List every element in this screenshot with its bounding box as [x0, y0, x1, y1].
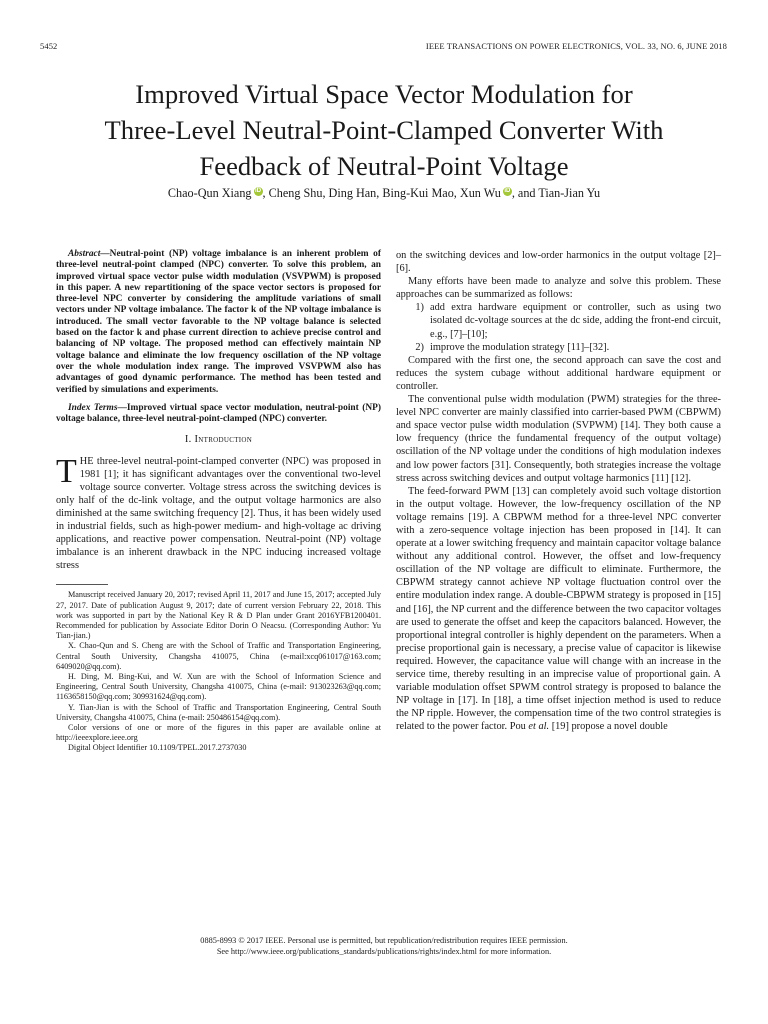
- copyright-line-1: 0885-8993 © 2017 IEEE. Personal use is permitted, but republication/redistribution requires IEEE permission.: [200, 936, 568, 945]
- left-column: [56, 249, 381, 754]
- index-terms-text: —Improved virtual space vector modulation, neutral-point (NP) voltage balance, three-level neutral-point-clamped (NPC) converter.: [56, 402, 381, 425]
- title-line-3: Feedback of Neutral-Point Voltage: [199, 151, 569, 181]
- footnote-affiliation-1: X. Chao-Qun and S. Cheng are with the School of Traffic and Transportation Engineering, Central South University, Changsha 410075, China (e-mail:xcq061017@163.com; 6409020@qq.com).: [56, 641, 381, 671]
- list-number: 2): [415, 341, 424, 353]
- list-item: [396, 301, 721, 340]
- title-line-2: Three-Level Neutral-Point-Clamped Converter With: [104, 115, 664, 145]
- approach-list: [396, 301, 721, 353]
- authors-middle: , Cheng Shu, Ding Han, Bing-Kui Mao, Xun Wu: [262, 186, 501, 200]
- copyright-line-2[interactable]: See http://www.ieee.org/publications_standards/publications/rights/index.html for more information.: [216, 947, 552, 956]
- dropcap: T: [56, 452, 77, 490]
- index-terms: [56, 403, 381, 426]
- et-al: et al.: [528, 721, 550, 733]
- abstract-label: Abstract: [68, 249, 101, 259]
- paragraph-feedforward: [396, 485, 721, 734]
- authors-last: , and Tian-Jian Yu: [511, 186, 601, 200]
- footnote-doi: Digital Object Identifier 10.1109/TPEL.2017.2737030: [68, 743, 247, 753]
- list-item: [396, 341, 721, 354]
- feedforward-tail: [19] propose a novel double: [549, 721, 668, 733]
- author-1: Chao-Qun Xiang: [167, 186, 252, 200]
- footnote-affiliation-2: H. Ding, M. Bing-Kui, and W. Xun are with the School of Information Science and Engineering, Central South University, Changsha 410075, China (e-mail: 913023263@qq.com; 1163658150@qq.com; 309931624@qq.com).: [56, 672, 381, 702]
- paragraph-approaches: Many efforts have been made to analyze and solve this problem. These approaches can be summarized as follows:: [396, 276, 721, 301]
- title-line-1: Improved Virtual Space Vector Modulation for: [135, 79, 633, 109]
- abstract-text: —Neutral-point (NP) voltage imbalance is an inherent problem of three-level neutral-point clamped (NPC) converter. To solve this problem, an improved virtual space vector pulse width modulation (VSVPWM) is proposed in this paper. A new repartitioning of the space vector sectors is proposed for three-level NPC converter by considering the amplitude variations of small vectors under NP voltage imbalance. The factor k of the NP voltage imbalance is introduced. The small vector favorable to the NP voltage balance is selected based on the factor k and phase current direction to achieve precise control and balancing of NP voltage. The proposed method can effectively maintain NP voltage balance and eliminate the low frequency oscillation of the NP voltage over the whole modulation index range. The improved VSVPWM also has advantages of good dynamic performance. The method has been tested and verified by simulations and experiments.: [56, 249, 381, 395]
- paper-title: [0, 76, 768, 184]
- paragraph-continuation: on the switching devices and low-order harmonics in the output voltage [2]–[6].: [396, 250, 721, 275]
- footnote-rule: [56, 584, 108, 585]
- feedforward-text: The feed-forward PWM [13] can completely avoid such voltage distortion in the output voltage. However, the low-frequency oscillation of the NP voltage remains [19]. A CBPWM method for a three-level NPC converter with a zero-sequence voltage injection has been proposed in [14]. It can operate at a lower switching frequency and maintain capacitor voltage balance without any additional control. However, the offset and low-frequency oscillation of the NP voltage are difficult to eliminate. Furthermore, the CBPWM strategy cannot achieve NP voltage fluctuation control over the entire modulation index range. A double-CBPWM strategy is proposed in [15] and [16], the NP current and the difference between the two capacitor voltages are used to generate the offset and keep the capacitors balanced. However, the proportional integral controller is highly dependent on the parameters. When a precise proportional gain is necessary, a precise value of capacitor is likewise required. However, the capacitance value will change with an increase in the service time, thereby resulting in an imprecise value of proportional gain. A variable modulation offset SPWM control strategy is proposed to balance the NP voltage in [17]. In [18], a time offset injection method is used to reduce the NP ripple. However, the compensation time of the two control strategies is related to the power factor. Pou: [396, 485, 721, 733]
- author-list: [0, 186, 768, 201]
- copyright-notice: [0, 935, 768, 957]
- paragraph-comparison: Compared with the first one, the second approach can save the cost and reduces the system cubage without additional hardware equipment or controller.: [396, 354, 721, 392]
- list-number: 1): [415, 302, 424, 314]
- abstract: [56, 249, 381, 396]
- intro-paragraph: [56, 452, 381, 573]
- footnote-manuscript: Manuscript received January 20, 2017; revised April 11, 2017 and June 15, 2017; accepted July 27, 2017. Date of publication August 9, 2017; date of current version February 22, 2018. This work was supported in part by the National Key R & D Plan under Grant 2016YFB1200401. Recommended for publication by Associate Editor Dorin O Neacsu. (Corresponding Author: Yu Tian-jian.): [56, 590, 381, 641]
- paragraph-pwm-strategies: The conventional pulse width modulation (PWM) strategies for the three-level NPC converter are mainly classified into carrier-based PWM (CBPWM) and space vector pulse width modulation (SVPWM) [14]. They both cause a low frequency (thrice the fundamental frequency of the output voltage) oscillation of the NP voltage under the conditions of high modulation indexes and low power factors [31]. Consequently, both strategies increase the voltage stress across switching devices and output voltage harmonics [11] [12].: [396, 394, 721, 484]
- footnotes: [56, 590, 381, 753]
- list-text: improve the modulation strategy [11]–[32].: [430, 341, 610, 353]
- list-text: add extra hardware equipment or controller, such as using two isolated dc-voltage sources at the dc side, adding the front-end circuit, e.g., [7]–[10];: [430, 302, 721, 340]
- journal-header: IEEE TRANSACTIONS ON POWER ELECTRONICS, VOL. 33, NO. 6, JUNE 2018: [425, 41, 727, 51]
- index-terms-label: Index Terms: [68, 402, 118, 413]
- footnote-color-versions: Color versions of one or more of the figures in this paper are available online at http://ieeexplore.ieee.org: [56, 723, 381, 743]
- page-number: 5452: [40, 41, 58, 51]
- orcid-icon[interactable]: iD: [504, 188, 511, 194]
- section-heading: I. Introduction: [184, 434, 253, 446]
- right-column: [396, 249, 721, 733]
- intro-text: HE three-level neutral-point-clamped converter (NPC) was proposed in 1981 [1]; it has significant advantages over the conventional two-level voltage source converter. Voltage stress across the switching devices is only half of the dc-link voltage, and the output voltage harmonics are also diminished at the same switching frequency [2]. Thus, it has been widely used in industrial fields, such as high-power medium- and high-voltage ac driving applications, and reactive power compensation. Neutral-point (NP) voltage imbalance is an inherent drawback in the NPC inducing increased voltage stress: [56, 455, 381, 572]
- footnote-affiliation-3: Y. Tian-Jian is with the School of Traffic and Transportation Engineering, Central South University, Changsha 410075, China (e-mail: 250486154@qq.com).: [56, 702, 381, 722]
- orcid-icon[interactable]: iD: [255, 188, 262, 194]
